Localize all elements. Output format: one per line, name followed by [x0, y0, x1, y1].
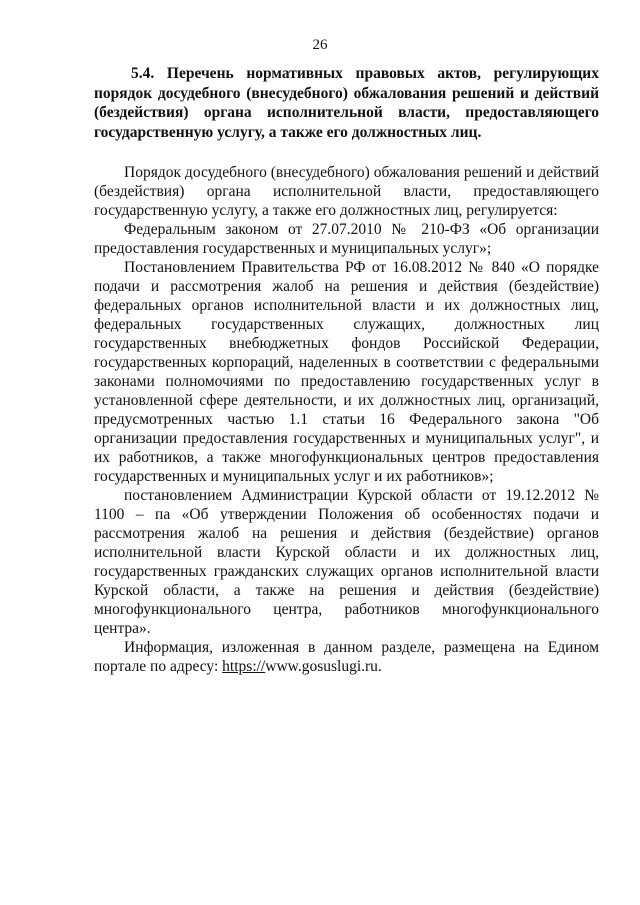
portal-info-text: Информация, изложенная в данном разделе, размещена на Едином портале по адресу:: [94, 639, 599, 675]
paragraph-intro: Порядок досудебного (внесудебного) обжалования решений и действий (бездействия) органа исполнительной власти, предоставляющего государственную услугу, а также его должностных лиц, регулируется:: [94, 164, 599, 219]
paragraph-regional-resolution: постановлением Администрации Курской области от 19.12.2012 № 1100 – па «Об утверждении Положения об особенностях подачи и рассмотрения жалоб на решения и действия (бездействие) органов исполнительной власти Курской области и их должностных лиц, государственных гражданских служащих органов исполнительной власти Курской области, а также на решения и действия (бездействие) многофункционального центра, работников многофункционального центра».: [94, 487, 599, 637]
paragraph-government-resolution: Постановлением Правительства РФ от 16.08.2012 № 840 «О порядке подачи и рассмотрения жалоб на решения и действия (бездействие) федеральных органов исполнительной власти и их должностных лиц, федеральных государственных служащих, должностных лиц государственных внебюджетных фондов Российской Федерации, государственных корпораций, наделенных в соответствии с федеральными законами полномочиями по предоставлению государственных услуг в установленной сфере деятельности, и их должностных лиц, организаций, предусмотренных частью 1.1 статьи 16 Федерального закона "Об организации предоставления государственных и муниципальных услуг", и их работников, а также многофункциональных центров предоставления государственных и муниципальных услуг и их работников»;: [94, 259, 599, 485]
portal-link-domain[interactable]: www.gosuslugi.ru.: [265, 658, 382, 675]
portal-link-scheme[interactable]: https://: [222, 658, 266, 675]
paragraph-portal-info: [94, 638, 599, 676]
document-body: [94, 163, 599, 676]
page-number: 26: [312, 37, 328, 53]
section-heading: 5.4. Перечень нормативных правовых актов, регулирующих порядок досудебного (внесудебного) обжалования решений и действий (бездействия) органа исполнительной власти, предоставляющего государственную услугу, а также его должностных лиц.: [94, 65, 599, 141]
paragraph-federal-law: Федеральным законом от 27.07.2010 № 210-ФЗ «Об организации предоставления государственных и муниципальных услуг»;: [94, 221, 599, 257]
